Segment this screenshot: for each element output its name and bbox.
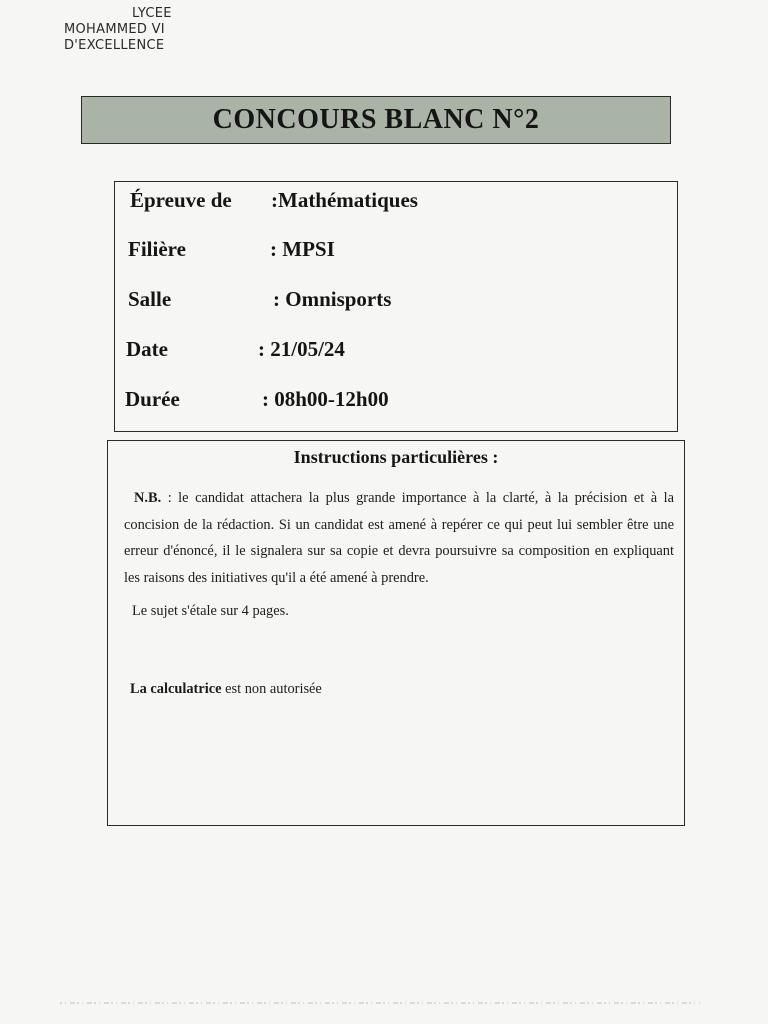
exam-info-box: [114, 181, 678, 432]
exam-title-banner: [81, 96, 671, 144]
nb-text: : le candidat attachera la plus grande importance à la clarté, à la précision et à la concision de la rédaction. Si un candidat est amené à repérer ce qui peut lui sembler être une erreur d'énoncé, il le signalera sur sa copie et devra poursuivre sa composition en expliquant les raisons des initiatives qu'il a été amené à prendre.: [124, 490, 674, 586]
school-logo-text: [64, 6, 172, 54]
instructions-title: Instructions particulières :: [293, 447, 499, 467]
calculator-note: [130, 681, 322, 698]
room-label: Salle: [128, 287, 172, 311]
date-label: Date: [126, 337, 168, 361]
pages-note: Le sujet s'étale sur 4 pages.: [132, 603, 289, 619]
instructions-paragraph: [124, 485, 674, 591]
scan-artifact-line: [60, 998, 700, 1008]
school-name-line2: MOHAMMED VI: [64, 22, 165, 37]
nb-label: N.B.: [134, 490, 162, 506]
school-name-line1: LYCEE: [132, 6, 172, 21]
duration-label: Durée: [125, 387, 180, 411]
instructions-box: [107, 440, 685, 826]
subject-value: :Mathématiques: [271, 188, 418, 212]
school-name-line3: D'EXCELLENCE: [64, 38, 165, 53]
date-value: : 21/05/24: [258, 337, 345, 361]
calculator-label: La calculatrice: [130, 681, 222, 697]
track-value: : MPSI: [270, 237, 335, 261]
track-label: Filière: [128, 237, 186, 261]
subject-label: Épreuve de: [130, 188, 232, 212]
duration-value: : 08h00-12h00: [262, 387, 389, 411]
calculator-text: est non autorisée: [221, 681, 322, 697]
room-value: : Omnisports: [273, 287, 392, 311]
exam-title: CONCOURS BLANC N°2: [212, 104, 540, 135]
